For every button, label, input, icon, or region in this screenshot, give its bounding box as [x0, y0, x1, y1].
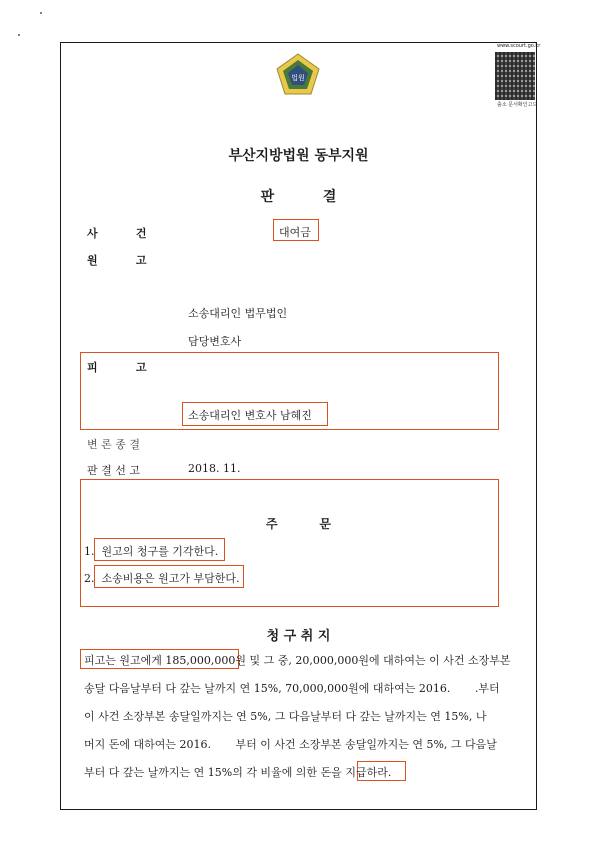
scan-speck [40, 12, 42, 14]
plaintiff-label: 원 고 [87, 254, 147, 267]
defendant-label: 피 고 [87, 361, 147, 374]
claim-order-verb: 지급하라. [345, 766, 392, 779]
claim-line-1 [84, 652, 510, 668]
defendant-counsel: 소송대리인 변호사 남혜진 [188, 409, 312, 422]
qr-caption: 출소 문서확인고드 [497, 102, 538, 108]
claim-amount: 피고는 원고에게 185,000,000원 [84, 654, 246, 667]
judgment-label: 판 결 선 고 [87, 464, 140, 477]
case-label: 사 건 [87, 227, 147, 240]
scan-speck [18, 34, 20, 36]
plaintiff-counsel: 소송대리인 법무법인 [188, 307, 288, 320]
claim-line-4: 머지 돈에 대하여는 2016. 부터 이 사건 소장부본 송달일까지는 연 5%, 그 다음날 [84, 738, 497, 751]
claim-line-1-rest: 및 그 중, 20,000,000원에 대하여는 이 사건 소장부본 [245, 654, 511, 667]
order-item-2: 2. 소송비용은 원고가 부담한다. [84, 572, 240, 585]
claim-line-2: 송달 다음날부터 다 갚는 날까지 연 15%, 70,000,000원에 대하여는 2016. .부터 [84, 682, 500, 695]
court-emblem-icon [273, 52, 323, 98]
claim-heading: 청 구 취 지 [266, 629, 331, 644]
claim-line-5-pre: 부터 다 갚는 날까지는 연 15%의 각 비율에 의한 돈을 [84, 766, 346, 779]
verification-url: www.scourt.go.kr [497, 43, 541, 49]
claim-line-3: 이 사건 소장부본 송달일까지는 연 5%, 그 다음날부터 다 갚는 날까지는 연 15%, 나 [84, 710, 487, 723]
emblem-text: 법원 [291, 74, 305, 82]
closing-label: 변 론 종 결 [87, 438, 140, 451]
court-name: 부산지방법원 동부지원 [228, 148, 369, 164]
judgment-date: 2018. 11. [188, 462, 241, 475]
claim-line-5 [84, 764, 391, 780]
doc-title: 판 결 [260, 189, 337, 205]
qr-code-icon[interactable] [495, 52, 535, 100]
order-heading: 주 문 [266, 517, 331, 531]
case-value: 대여금 [279, 226, 311, 239]
order-item-1: 1. 원고의 청구를 기각한다. [84, 545, 219, 558]
plaintiff-attorney: 담당변호사 [188, 335, 242, 348]
